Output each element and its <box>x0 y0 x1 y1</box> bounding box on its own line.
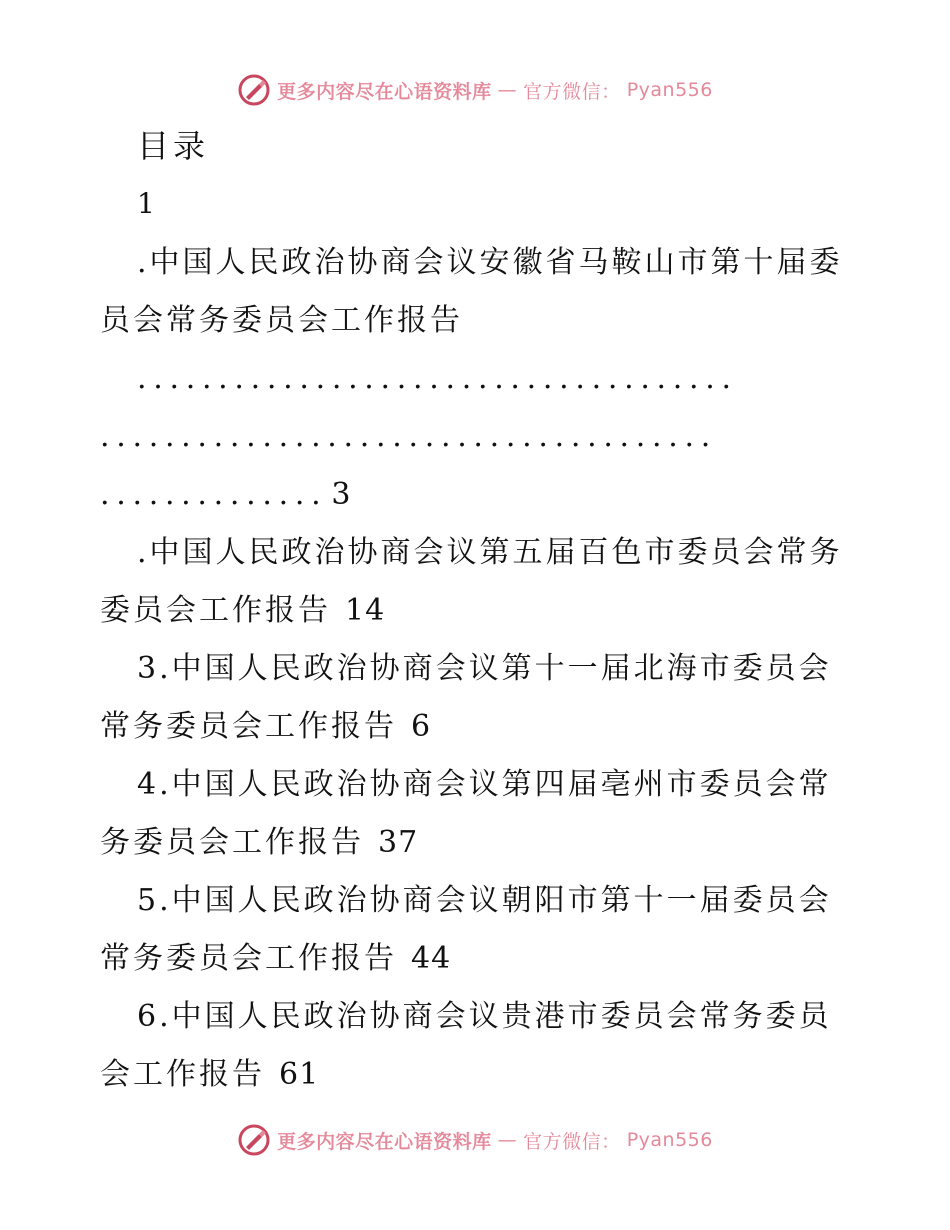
toc-entry[interactable] <box>100 988 860 1104</box>
toc-first-number: 1 <box>137 187 155 220</box>
watermark-text: 更多内容尽在心语资料库 <box>277 1130 492 1153</box>
toc-entry-page: 44 <box>411 941 452 976</box>
toc-entry-text: 中国人民政治协商会议第四届亳州市委员会常务委员会工作报告 <box>100 767 832 860</box>
toc-entry[interactable] <box>100 234 860 350</box>
watermark-banner-top <box>0 70 950 110</box>
toc-entry[interactable] <box>100 756 860 872</box>
toc-entry[interactable] <box>100 872 860 988</box>
toc-entry-text: 中国人民政治协商会议第五届百色市委员会常务委员会工作报告 <box>100 535 843 628</box>
toc-leader-dots: ..................................... <box>137 361 738 396</box>
toc-entry[interactable] <box>100 640 860 756</box>
toc-entry-text: 中国人民政治协商会议第十一届北海市委员会常务委员会工作报告 <box>100 651 832 744</box>
toc-entry-prefix: 6. <box>137 999 172 1034</box>
watermark-wechat-id: Pyan556 <box>626 1129 713 1151</box>
pen-seal-icon <box>237 73 271 107</box>
toc-leader-dots-end: .............. 3 <box>100 477 351 512</box>
toc-entry-text: 中国人民政治协商会议安徽省马鞍山市第十届委员会常务委员会工作报告 <box>100 245 843 338</box>
toc-entry-prefix: 3. <box>137 651 172 686</box>
toc-entry-text: 中国人民政治协商会议贵港市委员会常务委员会工作报告 <box>100 999 832 1092</box>
toc-entry-page: 37 <box>378 825 419 860</box>
toc-page <box>100 118 860 1104</box>
toc-entry-prefix: . <box>137 535 150 570</box>
toc-entry-page: 61 <box>279 1057 320 1092</box>
toc-entry[interactable] <box>100 524 860 640</box>
watermark-separator: — <box>497 79 518 101</box>
watermark-text: 更多内容尽在心语资料库 <box>277 80 492 103</box>
watermark-wechat-label: 官方微信： <box>523 80 621 103</box>
toc-entry-page: 6 <box>411 709 432 744</box>
toc-entry-prefix: 4. <box>137 767 172 802</box>
watermark-banner-bottom <box>0 1120 950 1160</box>
watermark-wechat-label: 官方微信： <box>523 1130 621 1153</box>
toc-entry-page: 14 <box>345 593 386 628</box>
watermark-wechat-id: Pyan556 <box>626 79 713 101</box>
toc-leader-dots: ...................................... <box>100 419 717 454</box>
toc-entry-prefix: . <box>137 245 150 280</box>
toc-title: 目录 <box>137 127 210 165</box>
pen-seal-icon <box>237 1123 271 1157</box>
toc-entry-text: 中国人民政治协商会议朝阳市第十一届委员会常务委员会工作报告 <box>100 883 832 976</box>
toc-entry-prefix: 5. <box>137 883 172 918</box>
toc-entry-page: 3 <box>331 477 351 512</box>
watermark-separator: — <box>497 1129 518 1151</box>
